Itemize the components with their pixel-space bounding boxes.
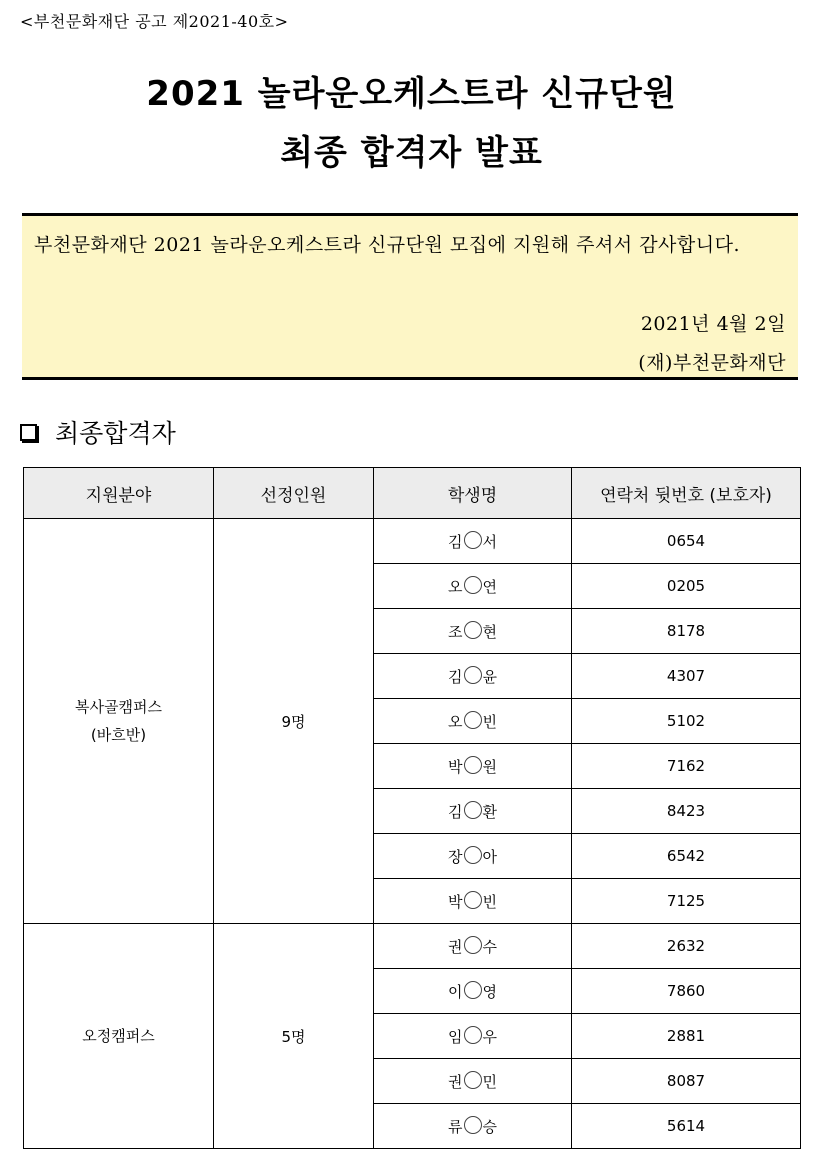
student-name-cell <box>374 834 572 879</box>
student-name-cell <box>374 1104 572 1149</box>
student-name-cell <box>374 609 572 654</box>
masked-circle-icon <box>464 891 482 909</box>
student-name-first: 김 <box>448 532 463 551</box>
phone-cell: 0654 <box>572 519 801 564</box>
announcement-date: 2021년 4월 2일 <box>640 313 786 335</box>
student-name-cell <box>374 1014 572 1059</box>
announcement-box <box>22 213 798 380</box>
masked-circle-icon <box>464 846 482 864</box>
phone-cell: 8178 <box>572 609 801 654</box>
field-cell <box>24 519 214 924</box>
phone-cell: 5102 <box>572 699 801 744</box>
student-name-first: 오 <box>448 712 463 731</box>
student-name-first: 권 <box>448 937 463 956</box>
student-name-last: 원 <box>482 757 497 776</box>
student-name-first: 장 <box>448 847 463 866</box>
student-name-cell <box>374 924 572 969</box>
organization-name: (재)부천문화재단 <box>638 352 786 374</box>
field-name: 오정캠퍼스 <box>82 1027 155 1045</box>
masked-circle-icon <box>464 666 482 684</box>
field-class: (바흐반) <box>90 726 147 744</box>
student-name-last: 영 <box>482 982 497 1001</box>
student-name-cell <box>374 969 572 1014</box>
student-name-last: 환 <box>482 802 497 821</box>
student-name-last: 빈 <box>482 892 497 911</box>
student-name-first: 조 <box>448 622 463 641</box>
masked-circle-icon <box>464 1026 482 1044</box>
student-name-last: 윤 <box>482 667 497 686</box>
table-header-row <box>24 468 801 519</box>
masked-circle-icon <box>464 576 482 594</box>
student-name-first: 류 <box>448 1117 463 1136</box>
header-field: 지원분야 <box>24 468 214 519</box>
student-name-cell <box>374 654 572 699</box>
phone-cell: 7125 <box>572 879 801 924</box>
student-name-cell <box>374 789 572 834</box>
phone-cell: 7860 <box>572 969 801 1014</box>
phone-cell: 6542 <box>572 834 801 879</box>
page-title: 2021 놀라운오케스트라 신규단원 <box>146 74 677 114</box>
masked-circle-icon <box>464 531 482 549</box>
header-student: 학생명 <box>374 468 572 519</box>
student-name-first: 김 <box>448 667 463 686</box>
phone-cell: 2881 <box>572 1014 801 1059</box>
results-table <box>23 467 801 1149</box>
phone-cell: 7162 <box>572 744 801 789</box>
masked-circle-icon <box>464 1071 482 1089</box>
student-name-last: 서 <box>482 532 497 551</box>
masked-circle-icon <box>464 801 482 819</box>
header-phone: 연락처 뒷번호 (보호자) <box>572 468 801 519</box>
table-row <box>24 924 801 969</box>
masked-circle-icon <box>464 711 482 729</box>
count-cell: 9명 <box>214 519 374 924</box>
student-name-first: 이 <box>448 982 463 1001</box>
student-name-first: 권 <box>448 1072 463 1091</box>
phone-cell: 8423 <box>572 789 801 834</box>
section-title: 최종합격자 <box>55 419 176 448</box>
student-name-last: 현 <box>482 622 497 641</box>
student-name-last: 승 <box>482 1117 497 1136</box>
student-name-last: 빈 <box>482 712 497 731</box>
field-name: 복사골캠퍼스 <box>75 698 162 716</box>
thank-you-message: 부천문화재단 2021 놀라운오케스트라 신규단원 모집에 지원해 주셔서 감사합니다. <box>34 234 740 256</box>
masked-circle-icon <box>464 1116 482 1134</box>
student-name-cell <box>374 1059 572 1104</box>
student-name-cell <box>374 519 572 564</box>
masked-circle-icon <box>464 756 482 774</box>
masked-circle-icon <box>464 936 482 954</box>
student-name-first: 오 <box>448 577 463 596</box>
student-name-cell <box>374 564 572 609</box>
page-subtitle: 최종 합격자 발표 <box>280 133 543 173</box>
student-name-first: 박 <box>448 757 463 776</box>
masked-circle-icon <box>464 981 482 999</box>
student-name-cell <box>374 699 572 744</box>
field-cell <box>24 924 214 1149</box>
student-name-last: 아 <box>482 847 497 866</box>
phone-cell: 8087 <box>572 1059 801 1104</box>
student-name-last: 민 <box>482 1072 497 1091</box>
masked-circle-icon <box>464 621 482 639</box>
count-cell: 5명 <box>214 924 374 1149</box>
student-name-last: 우 <box>482 1027 497 1046</box>
notice-number: <부천문화재단 공고 제2021-40호> <box>20 12 289 31</box>
student-name-last: 연 <box>482 577 497 596</box>
student-name-cell <box>374 879 572 924</box>
student-name-last: 수 <box>482 937 497 956</box>
phone-cell: 4307 <box>572 654 801 699</box>
phone-cell: 0205 <box>572 564 801 609</box>
phone-cell: 5614 <box>572 1104 801 1149</box>
phone-cell: 2632 <box>572 924 801 969</box>
student-name-first: 김 <box>448 802 463 821</box>
header-count: 선정인원 <box>214 468 374 519</box>
section-heading <box>20 414 176 450</box>
square-bullet-icon <box>20 424 37 441</box>
table-row <box>24 519 801 564</box>
student-name-cell <box>374 744 572 789</box>
student-name-first: 박 <box>448 892 463 911</box>
student-name-first: 임 <box>448 1027 463 1046</box>
